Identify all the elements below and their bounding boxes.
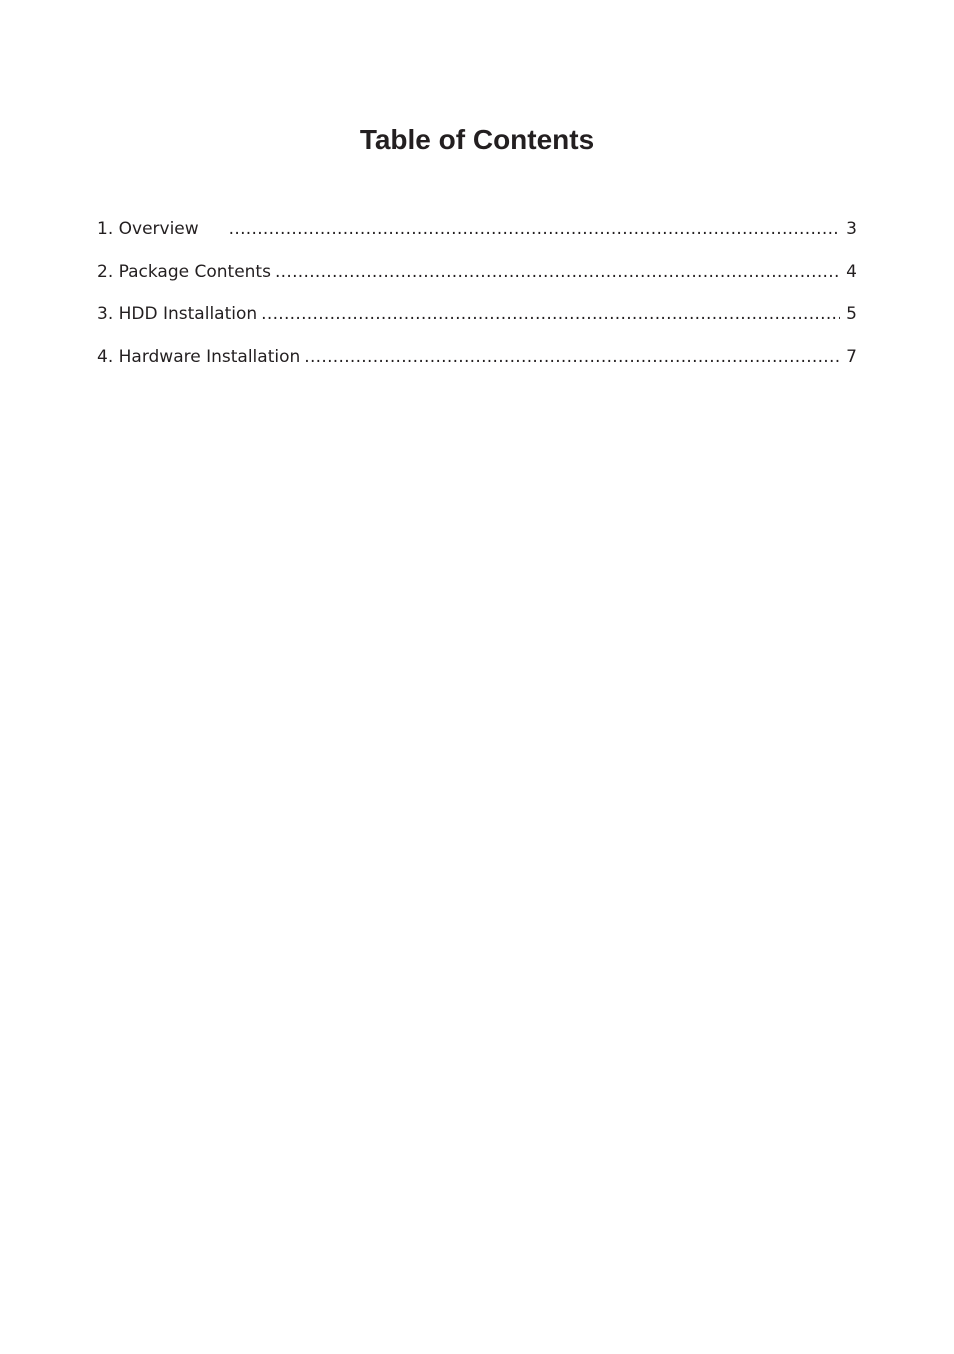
toc-entry-overview[interactable] — [97, 212, 857, 255]
toc-page-number: 3 — [846, 219, 857, 239]
dot-leader — [275, 255, 840, 289]
toc-entry-label: 1. Overview — [97, 219, 199, 239]
toc-entry-hardware-installation[interactable] — [97, 340, 857, 383]
toc-page-number: 4 — [846, 261, 857, 282]
toc-page-number: 5 — [846, 304, 857, 324]
dot-leader — [261, 297, 840, 331]
toc-list — [97, 212, 857, 382]
toc-entry-hdd-installation[interactable] — [97, 297, 857, 340]
toc-entry-package-contents[interactable] — [97, 255, 857, 298]
toc-entry-label: 3. HDD Installation — [97, 304, 258, 324]
page-title: Table of Contents — [359, 124, 595, 155]
dot-leader — [229, 212, 841, 246]
dot-leader — [304, 340, 840, 374]
toc-entry-label: 2. Package Contents — [97, 261, 271, 282]
toc-entry-label: 4. Hardware Installation — [97, 346, 301, 367]
toc-page-number: 7 — [846, 346, 857, 367]
